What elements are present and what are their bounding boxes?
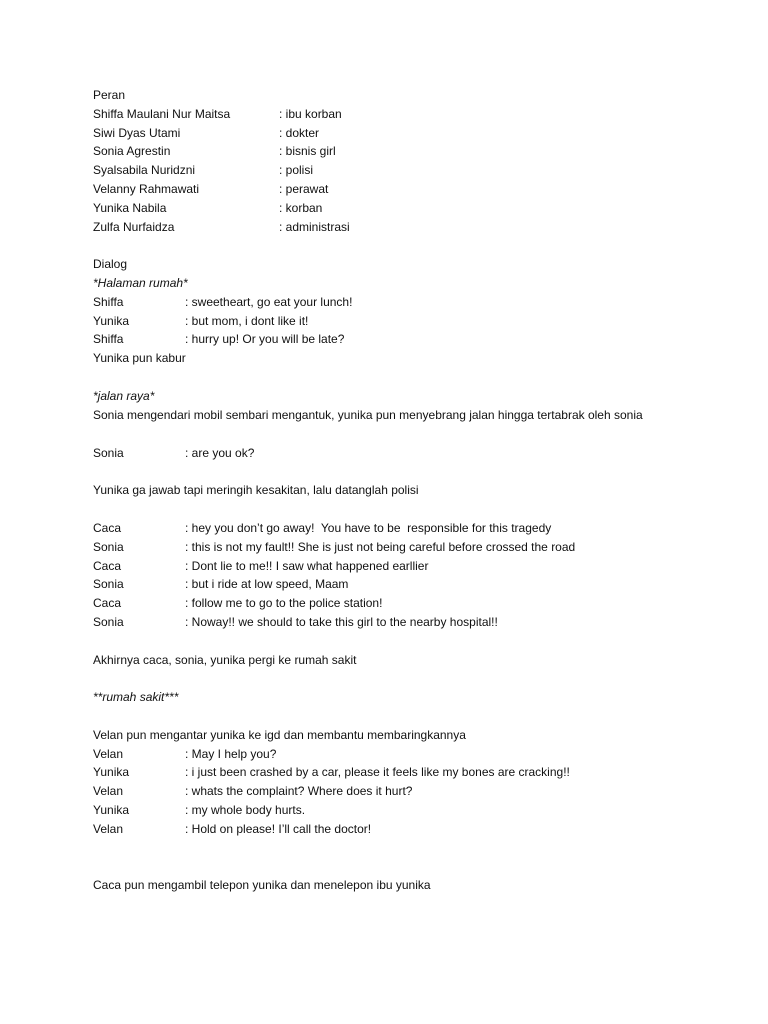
cast-name: Zulfa Nurfaidza [93,219,175,234]
spacer [93,707,693,726]
speaker: Yunika [93,802,130,817]
dialog-line [93,782,693,801]
narration: Yunika pun kabur [93,351,186,366]
spacer [93,463,693,482]
spacer [93,839,693,858]
cast-role: : polisi [279,163,314,178]
cast-role: : dokter [279,125,320,140]
speaker: Caca [93,596,122,611]
speaker: Sonia [93,615,124,630]
speech: : sweetheart, go eat your lunch! [185,294,353,309]
cast-row [93,105,693,124]
speech: : this is not my fault!! She is just not being careful before crossed the road [185,539,576,554]
cast-role: : administrasi [279,219,350,234]
dialog-line [93,575,693,594]
spacer [93,500,693,519]
spacer [93,236,693,255]
speech: : my whole body hurts. [185,802,306,817]
cast-name: Yunika Nabila [93,200,167,215]
cast-role: : perawat [279,181,329,196]
dialog-heading: Dialog [93,257,128,272]
cast-role: : korban [279,200,323,215]
speech: : May I help you? [185,746,277,761]
speech: : i just been crashed by a car, please it feels like my bones are cracking!! [185,765,570,780]
cast-name: Sonia Agrestin [93,144,171,159]
narration: Sonia mengendari mobil sembari mengantuk, yunika pun menyebrang jalan hingga tertabrak oleh sonia [93,407,643,422]
speech: : Hold on please! I’ll call the doctor! [185,821,372,836]
speaker: Sonia [93,577,124,592]
cast-name: Syalsabila Nuridzni [93,163,196,178]
speaker: Velan [93,784,124,799]
cast-row [93,142,693,161]
speech: : Dont lie to me!! I saw what happened earllier [185,558,429,573]
dialog-line [93,444,693,463]
spacer [93,632,693,651]
spacer [93,669,693,688]
speaker: Sonia [93,539,124,554]
speech: : hurry up! Or you will be late? [185,332,345,347]
cast-name: Velanny Rahmawati [93,181,200,196]
cast-row [93,161,693,180]
scene-title: *Halaman rumah* [93,275,188,290]
cast-role: : ibu korban [279,106,342,121]
cast-row [93,180,693,199]
cast-name: Siwi Dyas Utami [93,125,181,140]
speaker: Caca [93,558,122,573]
cast-row [93,218,693,237]
speech: : follow me to go to the police station! [185,596,383,611]
narration: Velan pun mengantar yunika ke igd dan membantu membaringkannya [93,727,466,742]
dialog-line [93,293,693,312]
speaker: Yunika [93,765,130,780]
speaker: Velan [93,821,124,836]
speaker: Shiffa [93,332,124,347]
cast-row [93,199,693,218]
dialog-line [93,557,693,576]
speaker: Yunika [93,313,130,328]
spacer [93,857,693,876]
narration: Yunika ga jawab tapi meringih kesakitan, lalu datanglah polisi [93,483,419,498]
dialog-line [93,330,693,349]
document-page [93,86,693,895]
cast-row [93,124,693,143]
speech: : but i ride at low speed, Maam [185,577,349,592]
dialog-line [93,312,693,331]
scene-title: *jalan raya* [93,388,155,403]
speech: : hey you don’t go away! You have to be responsible for this tragedy [185,521,552,536]
dialog-line [93,538,693,557]
dialog-line [93,763,693,782]
spacer [93,425,693,444]
speech: : Noway!! we should to take this girl to the nearby hospital!! [185,615,498,630]
speaker: Shiffa [93,294,124,309]
dialog-line [93,801,693,820]
dialog-line [93,613,693,632]
dialog-line [93,820,693,839]
speech: : whats the complaint? Where does it hurt? [185,784,413,799]
speaker: Velan [93,746,124,761]
cast-role: : bisnis girl [279,144,336,159]
narration: Caca pun mengambil telepon yunika dan menelepon ibu yunika [93,878,431,893]
narration: Akhirnya caca, sonia, yunika pergi ke rumah sakit [93,652,357,667]
speech: : are you ok? [185,445,255,460]
speaker: Caca [93,521,122,536]
speaker: Sonia [93,445,124,460]
dialog-line [93,745,693,764]
speech: : but mom, i dont like it! [185,313,309,328]
cast-name: Shiffa Maulani Nur Maitsa [93,106,231,121]
dialog-line [93,594,693,613]
dialog-line [93,519,693,538]
spacer [93,368,693,387]
scene-title: **rumah sakit*** [93,690,179,705]
cast-heading: Peran [93,88,126,102]
